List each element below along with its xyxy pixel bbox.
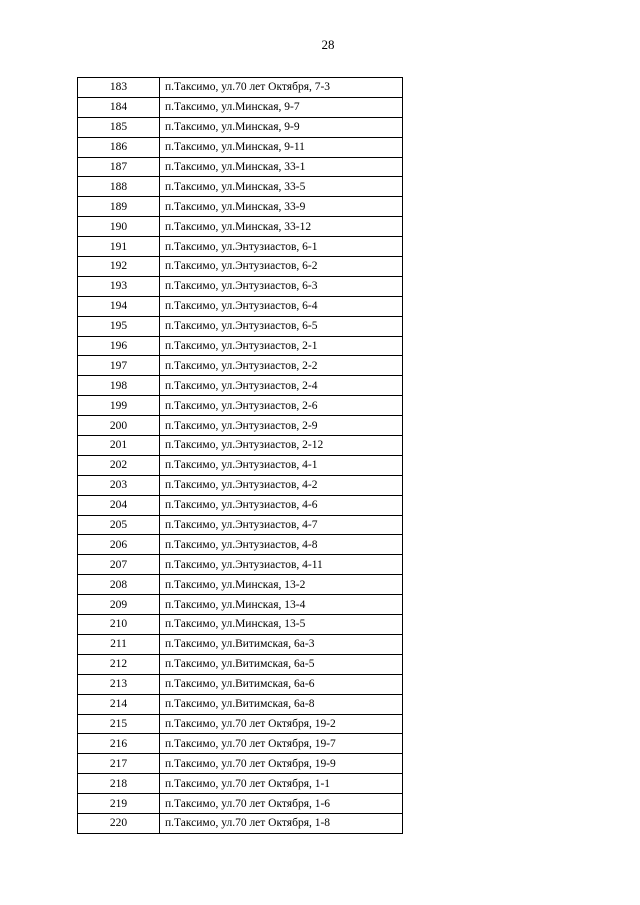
address-cell: п.Таксимо, ул.Энтузиастов, 4-8	[160, 535, 403, 555]
row-number-cell: 196	[78, 336, 160, 356]
address-cell: п.Таксимо, ул.Энтузиастов, 4-7	[160, 515, 403, 535]
table-row	[78, 296, 403, 316]
table-row	[78, 237, 403, 257]
row-number-cell: 216	[78, 734, 160, 754]
table-row	[78, 774, 403, 794]
table-row	[78, 117, 403, 137]
table-row	[78, 634, 403, 654]
row-number-cell: 185	[78, 117, 160, 137]
address-cell: п.Таксимо, ул.Энтузиастов, 2-9	[160, 416, 403, 436]
row-number-cell: 214	[78, 694, 160, 714]
address-cell: п.Таксимо, ул.Минская, 9-9	[160, 117, 403, 137]
address-cell: п.Таксимо, ул.Минская, 13-5	[160, 615, 403, 635]
address-cell: п.Таксимо, ул.Энтузиастов, 2-1	[160, 336, 403, 356]
address-cell: п.Таксимо, ул.Минская, 33-5	[160, 177, 403, 197]
table-row	[78, 455, 403, 475]
address-cell: п.Таксимо, ул.Энтузиастов, 6-1	[160, 237, 403, 257]
table-row	[78, 535, 403, 555]
address-cell: п.Таксимо, ул.Минская, 13-2	[160, 575, 403, 595]
table-row	[78, 734, 403, 754]
table-row	[78, 654, 403, 674]
row-number-cell: 193	[78, 276, 160, 296]
table-row	[78, 475, 403, 495]
address-cell: п.Таксимо, ул.Витимская, 6а-3	[160, 634, 403, 654]
table-row	[78, 97, 403, 117]
row-number-cell: 189	[78, 197, 160, 217]
row-number-cell: 205	[78, 515, 160, 535]
row-number-cell: 220	[78, 813, 160, 833]
table-row	[78, 813, 403, 833]
table-row	[78, 794, 403, 814]
row-number-cell: 200	[78, 416, 160, 436]
row-number-cell: 184	[78, 97, 160, 117]
row-number-cell: 218	[78, 774, 160, 794]
address-cell: п.Таксимо, ул.Витимская, 6а-8	[160, 694, 403, 714]
table-row	[78, 276, 403, 296]
table-row	[78, 336, 403, 356]
row-number-cell: 211	[78, 634, 160, 654]
table-row	[78, 515, 403, 535]
address-cell: п.Таксимо, ул.Энтузиастов, 4-11	[160, 555, 403, 575]
table-row	[78, 694, 403, 714]
address-cell: п.Таксимо, ул.70 лет Октября, 19-2	[160, 714, 403, 734]
table-row	[78, 157, 403, 177]
address-cell: п.Таксимо, ул.Энтузиастов, 4-2	[160, 475, 403, 495]
address-cell: п.Таксимо, ул.Энтузиастов, 2-12	[160, 436, 403, 456]
row-number-cell: 208	[78, 575, 160, 595]
address-cell: п.Таксимо, ул.70 лет Октября, 1-6	[160, 794, 403, 814]
row-number-cell: 219	[78, 794, 160, 814]
page-number: 28	[321, 37, 335, 52]
row-number-cell: 203	[78, 475, 160, 495]
row-number-cell: 187	[78, 157, 160, 177]
row-number-cell: 192	[78, 257, 160, 277]
address-cell: п.Таксимо, ул.Минская, 33-1	[160, 157, 403, 177]
table-row	[78, 376, 403, 396]
row-number-cell: 204	[78, 495, 160, 515]
address-cell: п.Таксимо, ул.70 лет Октября, 7-3	[160, 78, 403, 98]
row-number-cell: 213	[78, 674, 160, 694]
address-cell: п.Таксимо, ул.70 лет Октября, 1-1	[160, 774, 403, 794]
row-number-cell: 198	[78, 376, 160, 396]
address-cell: п.Таксимо, ул.Минская, 9-7	[160, 97, 403, 117]
row-number-cell: 183	[78, 78, 160, 98]
row-number-cell: 207	[78, 555, 160, 575]
row-number-cell: 194	[78, 296, 160, 316]
table-row	[78, 396, 403, 416]
row-number-cell: 197	[78, 356, 160, 376]
address-cell: п.Таксимо, ул.Энтузиастов, 4-6	[160, 495, 403, 515]
address-cell: п.Таксимо, ул.Минская, 9-11	[160, 137, 403, 157]
address-cell: п.Таксимо, ул.Энтузиастов, 6-5	[160, 316, 403, 336]
row-number-cell: 209	[78, 595, 160, 615]
row-number-cell: 202	[78, 455, 160, 475]
row-number-cell: 191	[78, 237, 160, 257]
row-number-cell: 217	[78, 754, 160, 774]
address-cell: п.Таксимо, ул.Энтузиастов, 2-2	[160, 356, 403, 376]
address-cell: п.Таксимо, ул.Энтузиастов, 6-4	[160, 296, 403, 316]
table-row	[78, 137, 403, 157]
table-row	[78, 217, 403, 237]
address-cell: п.Таксимо, ул.Витимская, 6а-5	[160, 654, 403, 674]
address-cell: п.Таксимо, ул.Минская, 13-4	[160, 595, 403, 615]
table-row	[78, 575, 403, 595]
row-number-cell: 199	[78, 396, 160, 416]
address-cell: п.Таксимо, ул.Энтузиастов, 2-6	[160, 396, 403, 416]
row-number-cell: 188	[78, 177, 160, 197]
table-row	[78, 316, 403, 336]
address-cell: п.Таксимо, ул.Энтузиастов, 2-4	[160, 376, 403, 396]
row-number-cell: 190	[78, 217, 160, 237]
row-number-cell: 206	[78, 535, 160, 555]
address-cell: п.Таксимо, ул.70 лет Октября, 1-8	[160, 813, 403, 833]
table-row	[78, 78, 403, 98]
table-row	[78, 674, 403, 694]
address-cell: п.Таксимо, ул.Минская, 33-12	[160, 217, 403, 237]
table-row	[78, 257, 403, 277]
table-row	[78, 615, 403, 635]
row-number-cell: 201	[78, 436, 160, 456]
table-row	[78, 416, 403, 436]
address-cell: п.Таксимо, ул.Энтузиастов, 6-2	[160, 257, 403, 277]
table-row	[78, 714, 403, 734]
table-row	[78, 177, 403, 197]
address-cell: п.Таксимо, ул.Витимская, 6а-6	[160, 674, 403, 694]
address-cell: п.Таксимо, ул.Энтузиастов, 6-3	[160, 276, 403, 296]
address-table-body	[78, 78, 403, 834]
table-row	[78, 754, 403, 774]
table-row	[78, 436, 403, 456]
table-row	[78, 595, 403, 615]
row-number-cell: 195	[78, 316, 160, 336]
table-row	[78, 356, 403, 376]
address-cell: п.Таксимо, ул.Минская, 33-9	[160, 197, 403, 217]
row-number-cell: 186	[78, 137, 160, 157]
table-row	[78, 495, 403, 515]
address-cell: п.Таксимо, ул.Энтузиастов, 4-1	[160, 455, 403, 475]
row-number-cell: 212	[78, 654, 160, 674]
table-row	[78, 197, 403, 217]
address-table	[77, 77, 403, 834]
table-row	[78, 555, 403, 575]
row-number-cell: 215	[78, 714, 160, 734]
row-number-cell: 210	[78, 615, 160, 635]
address-cell: п.Таксимо, ул.70 лет Октября, 19-9	[160, 754, 403, 774]
address-cell: п.Таксимо, ул.70 лет Октября, 19-7	[160, 734, 403, 754]
